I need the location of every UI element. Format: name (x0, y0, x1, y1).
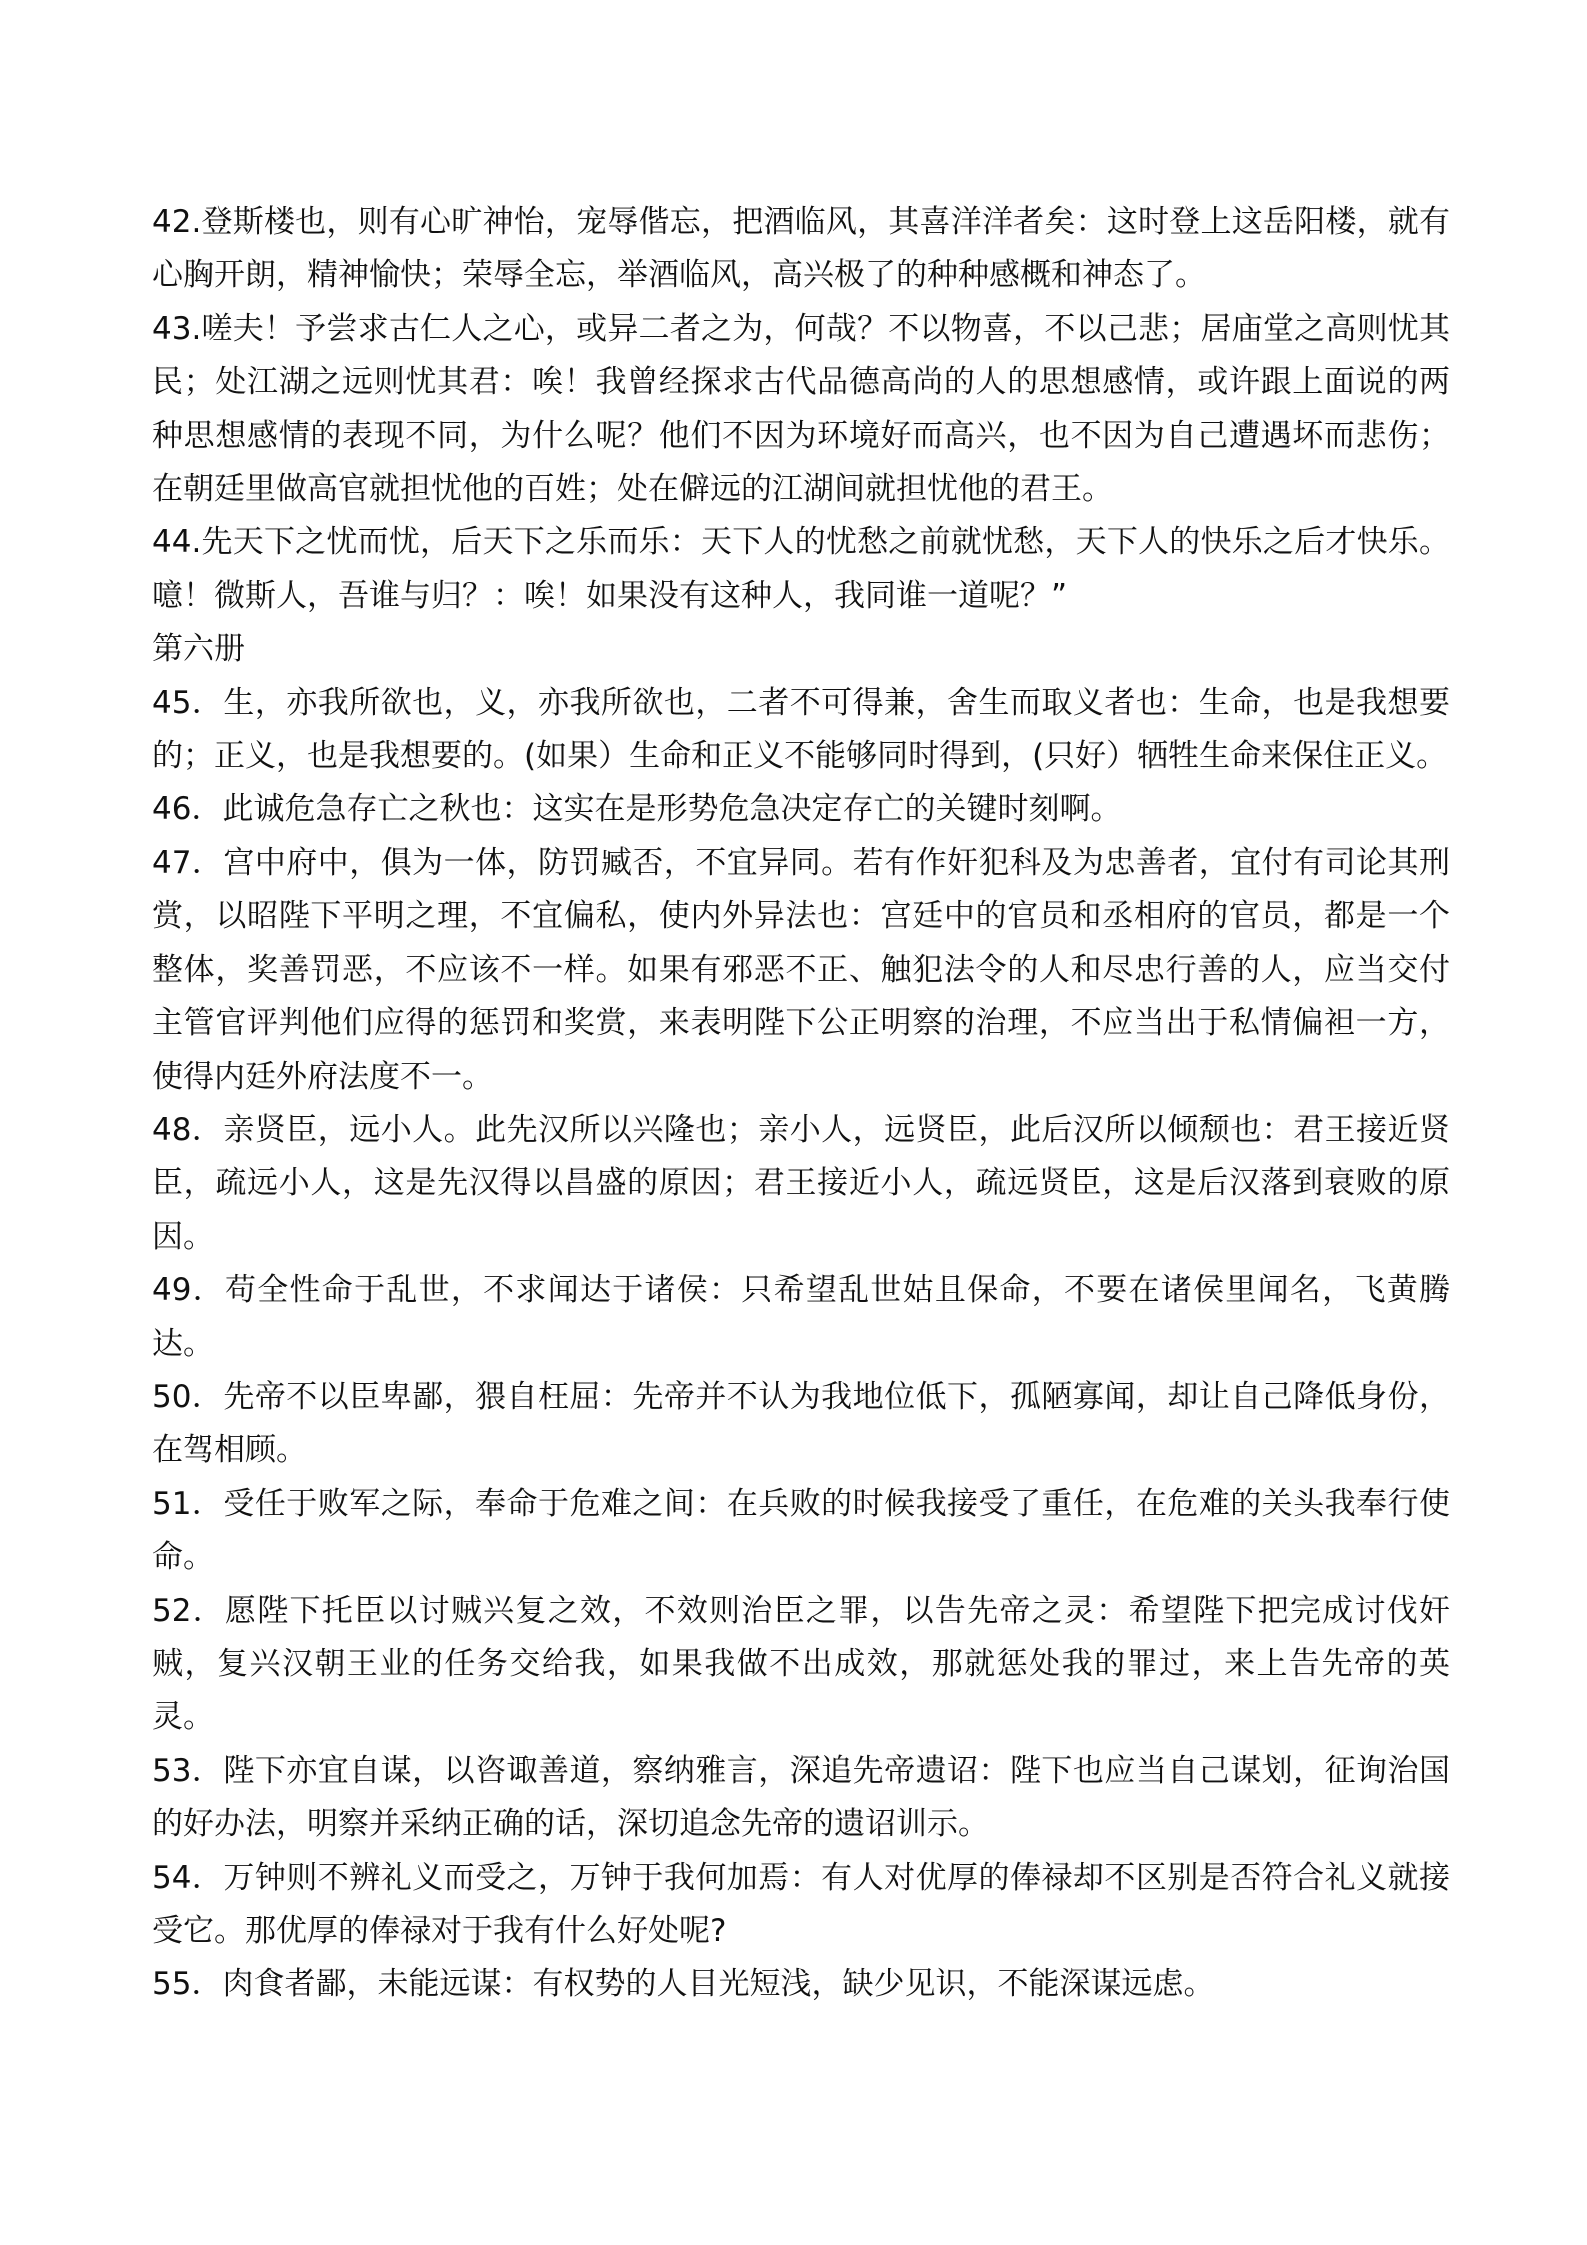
section-title: 第六册 (152, 631, 245, 668)
entry-43: 43.嗟夫！予尝求古仁人之心，或异二者之为，何哉？不以物喜，不以己悲；居庙堂之高则忧其民；处江湖之远则忧其君：唉！我曾经探求古代品德高尚的人的思想感情，或许跟上面说的两种思想感情的表现不同，为什么呢？他们不因为环境好而高兴，也不因为自己遭遇坏而悲伤；在朝廷里做高官就担忧他的百姓；处在僻远的江湖间就担忧他的君王。 (152, 310, 1450, 508)
entry-50: 50．先帝不以臣卑鄙，猥自枉屈：先帝并不认为我地位低下，孤陋寡闻，却让自己降低身份，在驾相顾。 (152, 1378, 1450, 1469)
document-body (152, 196, 1450, 2012)
entry-49: 49．苟全性命于乱世，不求闻达于诸侯：只希望乱世姑且保命，不要在诸侯里闻名，飞黄腾达。 (152, 1272, 1450, 1362)
entry-54: 54．万钟则不辨礼义而受之，万钟于我何加焉：有人对优厚的俸禄却不区别是否符合礼义就接受它。那优厚的俸禄对于我有什么好处呢? (152, 1859, 1450, 1949)
entry-53: 53．陛下亦宜自谋，以咨诹善道，察纳雅言，深追先帝遗诏：陛下也应当自己谋划，征询治国的好办法，明察并采纳正确的话，深切追念先帝的遗诏训示。 (152, 1752, 1450, 1843)
entry-52: 52．愿陛下托臣以讨贼兴复之效，不效则治臣之罪，以告先帝之灵：希望陛下把完成讨伐奸贼，复兴汉朝王业的任务交给我，如果我做不出成效，那就惩处我的罪过，来上告先帝的英灵。 (152, 1592, 1450, 1736)
entry-55: 55．肉食者鄙，未能远谋：有权势的人目光短浅，缺少见识，不能深谋远虑。 (152, 1966, 1215, 2003)
entry-51: 51．受任于败军之际，奉命于危难之间：在兵败的时候我接受了重任，在危难的关头我奉行使命。 (152, 1485, 1450, 1576)
entry-45: 45．生，亦我所欲也，义，亦我所欲也，二者不可得兼，舍生而取义者也：生命，也是我想要的；正义，也是我想要的。(如果）生命和正义不能够同时得到，(只好）牺牲生命来保住正义。 (152, 684, 1450, 775)
entry-42: 42.登斯楼也，则有心旷神怡，宠辱偕忘，把酒临风，其喜洋洋者矣：这时登上这岳阳楼，就有心胸开朗，精神愉快；荣辱全忘，举酒临风，高兴极了的种种感概和神态了。 (152, 204, 1450, 294)
entry-47: 47．宫中府中，俱为一体，防罚臧否，不宜异同。若有作奸犯科及为忠善者，宜付有司论其刑赏，以昭陛下平明之理，不宜偏私，使内外异法也：宫廷中的官员和丞相府的官员，都是一个整体，奖善罚恶，不应该不一样。如果有邪恶不正、触犯法令的人和尽忠行善的人，应当交付主管官评判他们应得的惩罚和奖赏，来表明陛下公正明察的治理，不应当出于私情偏袒一方，使得内廷外府法度不一。 (152, 844, 1450, 1095)
entry-46: 46．此诚危急存亡之秋也：这实在是形势危急决定存亡的关键时刻啊。 (152, 791, 1122, 828)
entry-48: 48．亲贤臣，远小人。此先汉所以兴隆也；亲小人，远贤臣，此后汉所以倾颓也：君王接近贤臣，疏远小人，这是先汉得以昌盛的原因；君王接近小人，疏远贤臣，这是后汉落到衰败的原因。 (152, 1111, 1450, 1255)
entry-44: 44.先天下之忧而忧，后天下之乐而乐：天下人的忧愁之前就忧愁，天下人的快乐之后才快乐。噫！微斯人，吾谁与归？：唉！如果没有这种人，我同谁一道呢？” (152, 524, 1450, 614)
